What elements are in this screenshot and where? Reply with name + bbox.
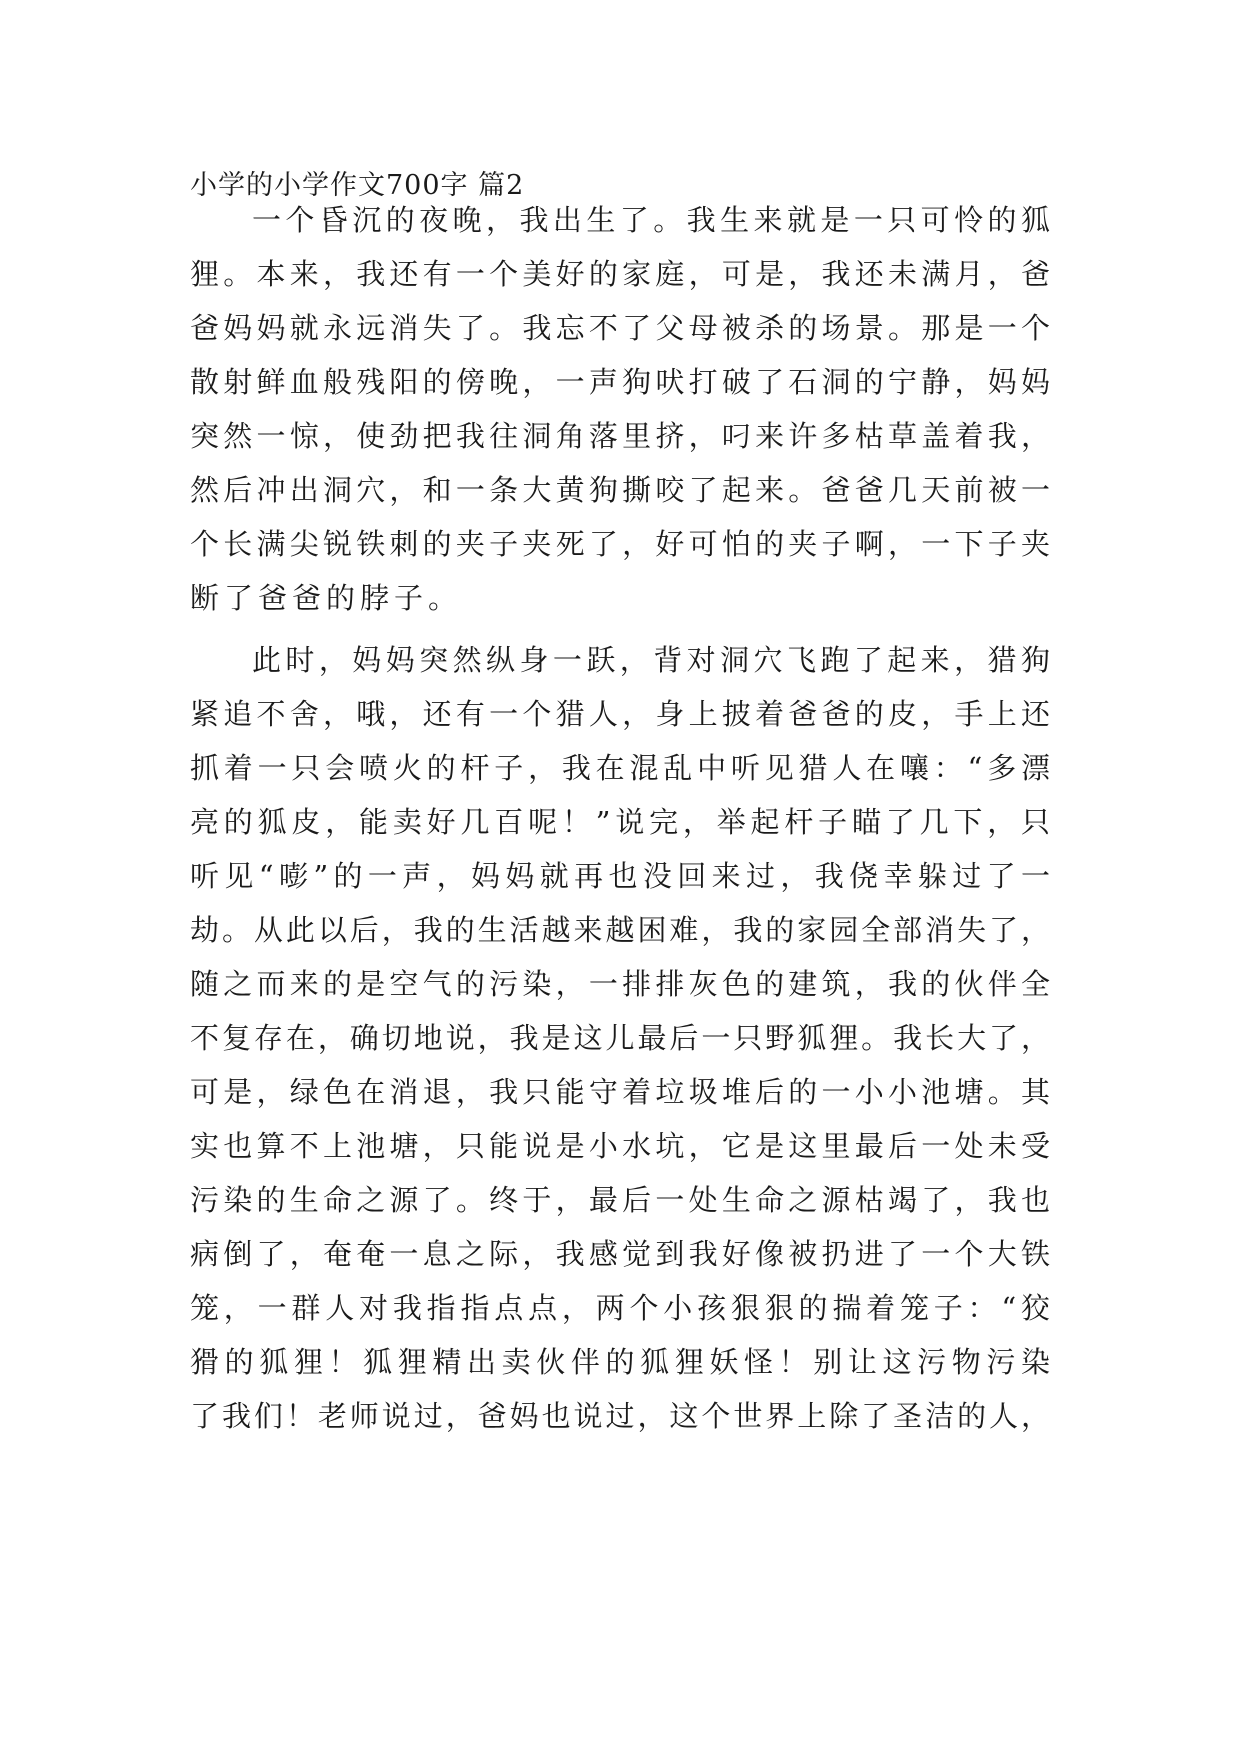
paragraph-2-line-9: 可是，绿色在消退，我只能守着垃圾堆后的一小小池塘。其	[190, 1075, 1050, 1109]
paragraph-2-line-1: 此时，妈妈突然纵身一跃，背对洞穴飞跑了起来，猎狗	[252, 643, 1050, 677]
paragraph-2-line-6: 劫。从此以后，我的生活越来越困难，我的家园全部消失了，	[190, 913, 1050, 947]
paragraph-2-line-10: 实也算不上池塘，只能说是小水坑，它是这里最后一处未受	[190, 1129, 1050, 1163]
paragraph-2-line-12: 病倒了，奄奄一息之际，我感觉到我好像被扔进了一个大铁	[190, 1237, 1050, 1271]
paragraph-2-line-3: 抓着一只会喷火的杆子，我在混乱中听见猎人在嚷：“多漂	[190, 751, 1050, 785]
paragraph-2-line-13: 笼，一群人对我指指点点，两个小孩狠狠的揣着笼子：“狡	[190, 1291, 1050, 1325]
paragraph-2-line-2: 紧追不舍，哦，还有一个猎人，身上披着爸爸的皮，手上还	[190, 697, 1050, 731]
paragraph-2-line-5: 听见“嘭”的一声，妈妈就再也没回来过，我侥幸躲过了一	[190, 859, 1050, 893]
paragraph-1-line-5: 突然一惊，使劲把我往洞角落里挤，叼来许多枯草盖着我，	[190, 419, 1050, 453]
paragraph-2-line-15: 了我们！老师说过，爸妈也说过，这个世界上除了圣洁的人，	[190, 1399, 1050, 1433]
paragraph-1-line-8: 断了爸爸的脖子。	[190, 581, 463, 615]
paragraph-1-line-2: 狸。本来，我还有一个美好的家庭，可是，我还未满月，爸	[190, 257, 1050, 291]
paragraph-1-line-3: 爸妈妈就永远消失了。我忘不了父母被杀的场景。那是一个	[190, 311, 1050, 345]
paragraph-2-line-8: 不复存在，确切地说，我是这儿最后一只野狐狸。我长大了，	[190, 1021, 1050, 1055]
paragraph-2-line-7: 随之而来的是空气的污染，一排排灰色的建筑，我的伙伴全	[190, 967, 1050, 1001]
paragraph-2-line-11: 污染的生命之源了。终于，最后一处生命之源枯竭了，我也	[190, 1183, 1050, 1217]
document-title: 小学的小学作文700字 篇2	[190, 170, 525, 201]
paragraph-1-line-4: 散射鲜血般残阳的傍晚，一声狗吠打破了石洞的宁静，妈妈	[190, 365, 1050, 399]
paragraph-1-line-6: 然后冲出洞穴，和一条大黄狗撕咬了起来。爸爸几天前被一	[190, 473, 1050, 507]
paragraph-2-line-14: 猾的狐狸！狐狸精出卖伙伴的狐狸妖怪！别让这污物污染	[190, 1345, 1050, 1379]
paragraph-1-line-1: 一个昏沉的夜晚，我出生了。我生来就是一只可怜的狐	[252, 203, 1050, 237]
paragraph-2-line-4: 亮的狐皮，能卖好几百呢！”说完，举起杆子瞄了几下，只	[190, 805, 1050, 839]
paragraph-1-line-7: 个长满尖锐铁刺的夹子夹死了，好可怕的夹子啊，一下子夹	[190, 527, 1050, 561]
